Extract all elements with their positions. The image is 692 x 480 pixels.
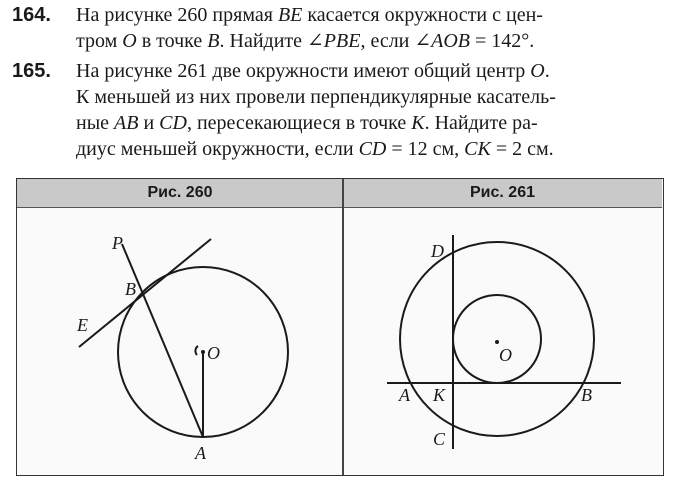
figure-260-caption: Рис. 260	[17, 179, 343, 208]
text-line: тром O в точке B. Найдите ∠PBE, если ∠AOB = 142°.	[76, 30, 535, 52]
label-d: D	[431, 241, 444, 261]
figures-panel	[16, 178, 664, 476]
problem-number: 165.	[12, 60, 51, 82]
label-p: P	[112, 233, 123, 253]
text-line: диус меньшей окружности, если CD = 12 см, CK = 2 см.	[76, 138, 554, 160]
problem-text	[76, 58, 678, 162]
label-a: A	[195, 443, 206, 463]
math-variable: AOB	[431, 30, 471, 52]
label-o: O	[499, 345, 512, 365]
math-variable: O	[122, 30, 137, 52]
line-pa	[122, 244, 203, 437]
math-variable: K	[411, 112, 425, 134]
label-e: E	[77, 315, 88, 335]
figure-261	[387, 235, 621, 449]
text-line: На рисунке 260 прямая BE касается окружности с цен-	[76, 4, 543, 26]
math-variable: B	[207, 30, 220, 52]
figure-261-caption: Рис. 261	[343, 179, 662, 208]
text-line: К меньшей из них провели перпендикулярные касатель-	[76, 86, 556, 108]
math-variable: BE	[277, 4, 303, 26]
math-variable: CK	[464, 138, 491, 160]
figures-drawing	[17, 179, 665, 477]
label-a: A	[399, 385, 410, 405]
label-k: K	[433, 385, 446, 405]
math-variable: O	[530, 60, 545, 82]
label-b: B	[581, 385, 592, 405]
problem-number: 164.	[12, 4, 51, 26]
label-b: B	[125, 279, 136, 299]
math-variable: AB	[114, 112, 139, 134]
math-variable: CD	[358, 138, 387, 160]
inner-circle	[453, 295, 541, 383]
label-o: O	[207, 343, 220, 363]
angle-arc-aob	[195, 346, 198, 355]
text-line: На рисунке 261 две окружности имеют общий центр O.	[76, 60, 550, 82]
math-variable: PBE	[323, 30, 361, 52]
outer-circle	[400, 242, 594, 436]
label-c: C	[433, 429, 446, 449]
center-point-o	[495, 340, 499, 344]
problem-text	[76, 2, 678, 54]
center-point-o	[201, 350, 205, 354]
tangent-line-be	[79, 239, 211, 347]
math-variable: CD	[159, 112, 187, 134]
text-line: ные AB и CD, пересекающиеся в точке K. Найдите ра-	[76, 112, 538, 134]
figure-260	[79, 239, 288, 437]
